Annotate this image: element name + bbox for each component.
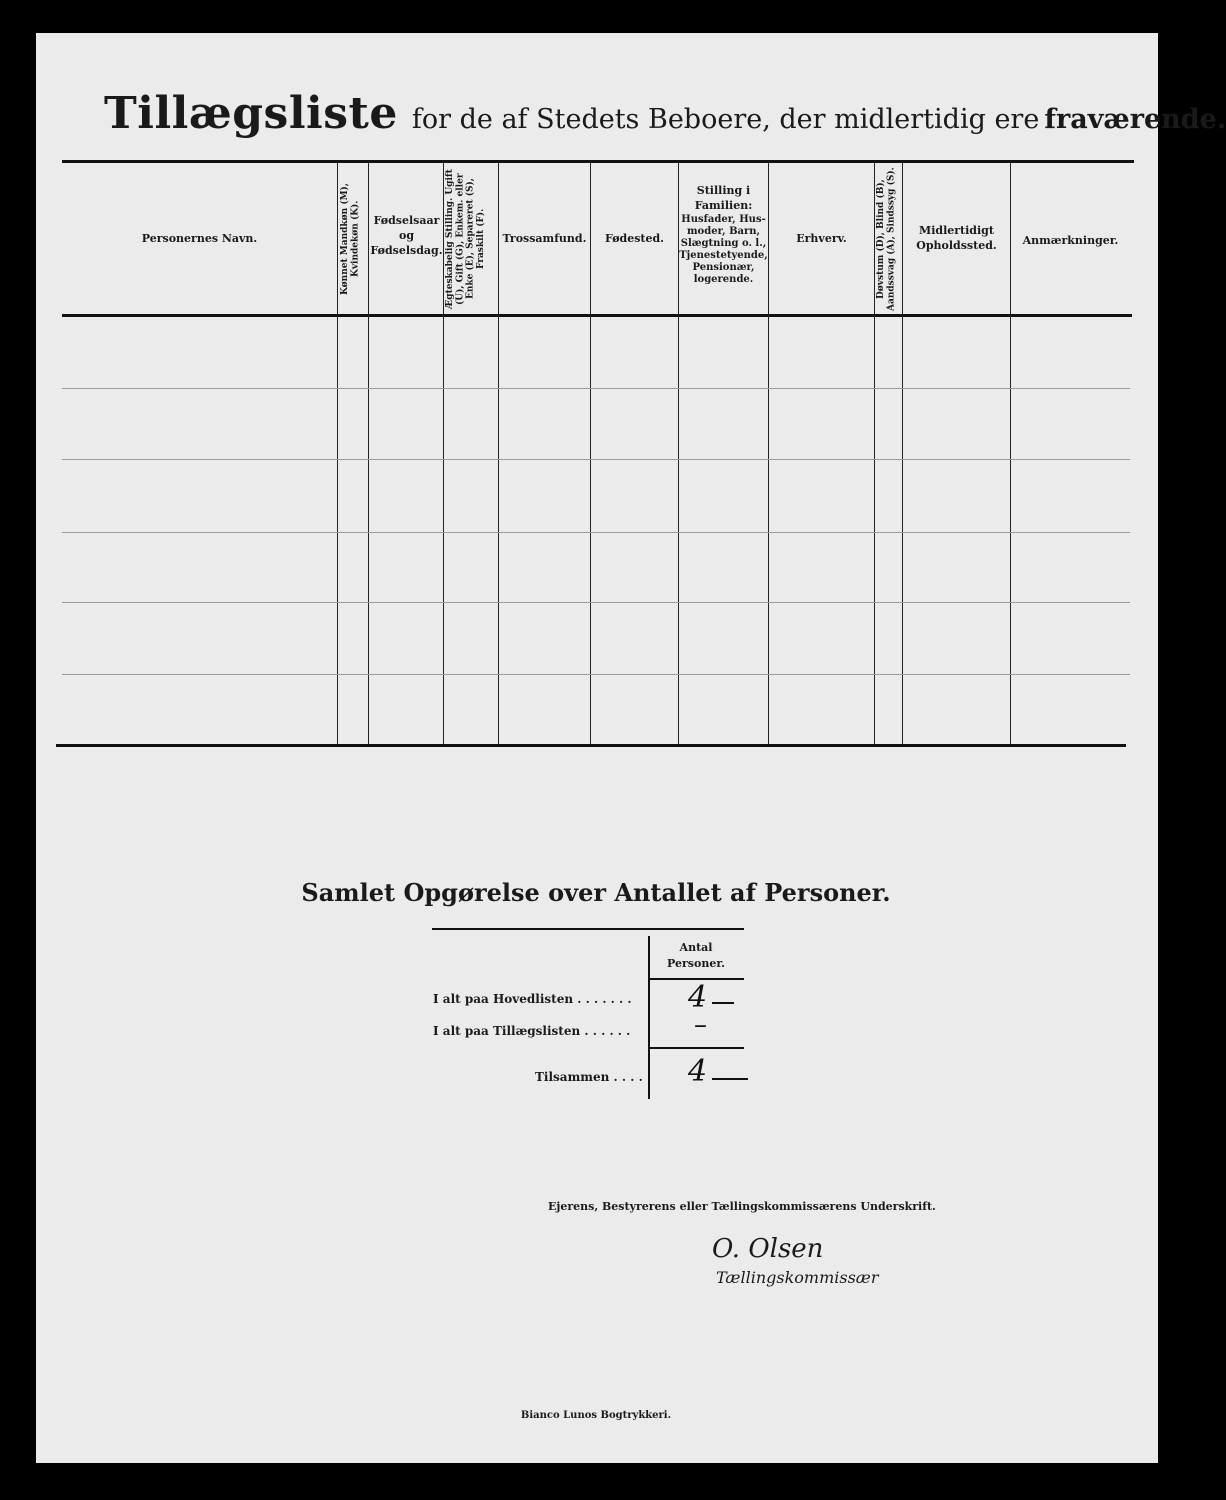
column-header-occupation-label: Erhverv.	[796, 232, 847, 245]
column-header-disability-label: Døvstum (D), Blind (B), Aandssvag (A), Sindssyg (S).	[876, 167, 897, 311]
column-header-name	[62, 232, 337, 247]
summary-count-header-line: Antal	[679, 941, 713, 954]
column-header-religion-label: Trossamfund.	[502, 232, 587, 245]
column-header-marital	[445, 166, 498, 312]
column-header-family-line: Slægtning o. l.,	[680, 237, 767, 249]
signature-name: O. Olsen	[712, 1234, 824, 1264]
table-bottom-rule	[56, 744, 1126, 747]
column-divider	[1010, 163, 1011, 744]
summary-divider	[648, 936, 650, 1099]
column-header-birth-line: Fødselsaar	[373, 214, 440, 227]
table-row	[62, 532, 1130, 533]
form-title-text: for de af Stedets Beboere, der midlertidig ere	[411, 104, 1040, 135]
column-header-residence-line: Opholdssted.	[916, 238, 997, 252]
table-row	[62, 459, 1130, 460]
signature-role: Tællingskommissær	[716, 1268, 879, 1287]
column-header-family-line: Pensionær,	[692, 261, 755, 273]
column-divider	[874, 163, 875, 744]
table-top-rule	[62, 160, 1134, 163]
column-header-religion	[499, 232, 590, 247]
column-header-birth-line: og	[398, 228, 415, 242]
column-header-family-line: Stilling i	[696, 184, 751, 197]
summary-value-total: 4	[688, 1054, 708, 1089]
column-divider	[337, 163, 338, 744]
summary-value-main-list: 4	[688, 980, 708, 1015]
column-header-residence-line: Midlertidigt	[919, 224, 994, 237]
column-header-family-line: Tjenestetyende,	[679, 249, 768, 261]
column-header-birthplace	[591, 232, 678, 247]
column-header-occupation	[769, 232, 874, 247]
summary-label-total: Tilsammen . . . .	[535, 1070, 643, 1084]
column-divider	[590, 163, 591, 744]
summary-label-supplement-list: I alt paa Tillægslisten . . . . . .	[433, 1024, 631, 1038]
column-divider	[368, 163, 369, 744]
column-header-family	[679, 184, 768, 286]
summary-count-header	[652, 940, 740, 972]
handwritten-dash	[712, 1078, 748, 1080]
column-header-remarks	[1011, 234, 1130, 249]
summary-label-main-list: I alt paa Hovedlisten . . . . . . .	[433, 992, 632, 1006]
column-header-family-line: Husfader, Hus-	[681, 213, 766, 225]
column-header-birth	[370, 214, 443, 259]
column-divider	[443, 163, 444, 744]
summary-count-header-line: Personer.	[667, 956, 725, 970]
signature-caption: Ejerens, Bestyrerens eller Tællingskommissærens Underskrift.	[548, 1200, 936, 1213]
column-header-name-label: Personernes Navn.	[141, 232, 258, 245]
handwritten-dash	[712, 1002, 734, 1004]
column-header-family-line: moder, Barn,	[686, 225, 761, 237]
column-header-disability	[876, 166, 902, 312]
column-header-remarks-label: Anmærkninger.	[1022, 234, 1119, 247]
column-header-sex	[340, 166, 368, 312]
form-title-emphasis: fraværende.	[1044, 104, 1226, 135]
column-header-sex-label: Kønnet Mandkøn (M), Kvindekøn (K).	[340, 183, 361, 295]
summary-top-rule	[432, 928, 744, 930]
column-header-family-line: Familien:	[694, 198, 753, 212]
column-header-birthplace-label: Fødested.	[604, 232, 665, 245]
summary-title: Samlet Opgørelse over Antallet af Personer.	[301, 878, 891, 907]
table-row	[62, 388, 1130, 389]
table-row	[62, 602, 1130, 603]
column-divider	[498, 163, 499, 744]
form-title	[104, 88, 1226, 139]
printer-imprint: Bianco Lunos Bogtrykkeri.	[520, 1410, 672, 1421]
summary-value-supplement-list: –	[694, 1010, 707, 1040]
table-header-rule	[62, 314, 1132, 317]
form-title-main: Tillægsliste	[104, 88, 398, 139]
summary-subtotal-rule	[650, 1047, 744, 1049]
column-header-marital-label: Ægteskabelig Stilling. Ugift (U), Gift (G), Enkem. eller Enke (E), Separeret (S), Fraskilt (F).	[445, 169, 487, 309]
column-divider	[768, 163, 769, 744]
column-header-birth-line: Fødselsdag.	[370, 243, 443, 257]
column-header-residence	[903, 224, 1010, 254]
table-row	[62, 674, 1130, 675]
column-header-family-line: logerende.	[693, 273, 754, 285]
